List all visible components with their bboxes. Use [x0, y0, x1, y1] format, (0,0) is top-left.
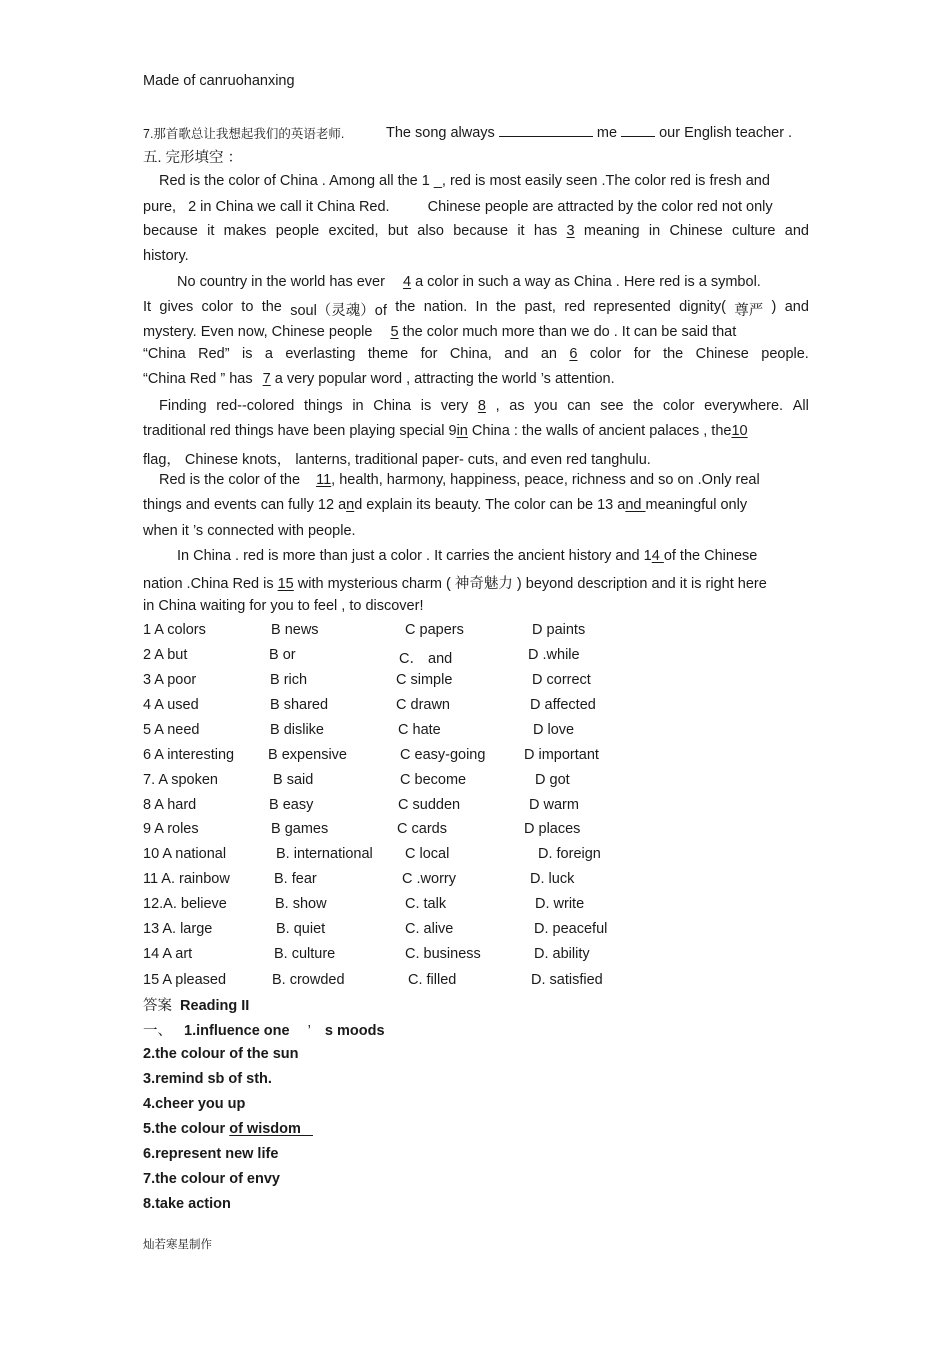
p1-line-1: Red is the color of China . Among all the 1 _, red is most easily seen .The color red is fresh and	[159, 173, 770, 189]
p3-line-1: Finding red--colored things in China is very 8 , as you can see the color everywhere. All	[159, 398, 809, 414]
blank-6: 6	[569, 346, 578, 362]
p4-line-1: Red is the color of the 11, health, harmony, happiness, peace, richness and so on .Only real	[159, 472, 760, 488]
footer-made-cn: 灿若寒星制作	[143, 1239, 212, 1251]
q7-part-a: The song always	[386, 125, 495, 141]
answer-item-1: 一、 1.influence one ’ s moods	[143, 1023, 385, 1039]
q7-blank-1	[499, 123, 593, 137]
header-made-of: Made of canruohanxing	[143, 73, 295, 89]
p4-line-2: things and events can fully 12 and explain its beauty. The color can be 13 and meaningful only	[143, 497, 748, 513]
p5-line-3: in China waiting for you to feel , to discover!	[143, 598, 424, 614]
blank-9: in	[456, 423, 468, 439]
p5-line-1: In China . red is more than just a color . It carries the ancient history and 14 of the Chinese	[177, 548, 758, 564]
section5-title: 五. 完形填空 ：	[143, 150, 243, 166]
p2-line-5: “China Red ” has 7 a very popular word , attracting the world ’s attention.	[143, 371, 615, 387]
blank-11: 11	[316, 472, 332, 488]
p4-line-3: when it ’s connected with people.	[143, 523, 356, 539]
answers-title: 答案 Reading II	[143, 998, 250, 1014]
answer-item-3: 3.remind sb of sth.	[143, 1071, 272, 1087]
blank-4: 4	[402, 274, 412, 290]
answer-item-7: 7.the colour of envy	[143, 1171, 280, 1187]
q7-blank-2	[621, 123, 655, 137]
p1-line-4: history.	[143, 248, 189, 264]
blank-5: 5	[390, 324, 399, 340]
answer-item-4: 4.cheer you up	[143, 1096, 246, 1112]
blank-7: 7	[262, 371, 271, 387]
blank-10: 10	[731, 423, 748, 439]
answer-item-8: 8.take action	[143, 1196, 231, 1212]
blank-15: 15	[277, 576, 294, 592]
q7-part-b: me	[596, 125, 618, 141]
blank-8: 8	[477, 398, 486, 414]
blank-3: 3	[566, 223, 575, 239]
p2-line-3: mystery. Even now, Chinese people 5 the color much more than we do . It can be said that	[143, 324, 737, 340]
p2-line-2: It gives color to the soul（灵魂）of the nation. In the past, red represented dignity( 尊严 ) and	[143, 299, 809, 319]
p1-line-3: because it makes people excited, but also because it has 3 meaning in Chinese culture and	[143, 223, 809, 239]
p1-line-2: pure, 2 in China we call it China Red. Chinese people are attracted by the color red not only	[143, 199, 773, 215]
p3-line-3: flag， Chinese knots， lanterns, traditional paper- cuts, and even red tanghulu.	[143, 452, 651, 468]
answer-item-5: 5.the colour of wisdom	[143, 1121, 313, 1137]
p5-line-2: nation .China Red is 15 with mysterious charm ( 神奇魅力 ) beyond description and it is right here	[143, 576, 767, 592]
answer-item-2: 2.the colour of the sun	[143, 1046, 299, 1062]
p2-line-1: No country in the world has ever 4 a color in such a way as China . Here red is a symbol.	[177, 274, 761, 290]
question7-english	[386, 123, 792, 141]
p2-line-4: “China Red” is a everlasting theme for China, and an 6 color for the Chinese people.	[143, 346, 809, 362]
answer-item-6: 6.represent new life	[143, 1146, 279, 1162]
q7-part-c: our English teacher .	[659, 125, 793, 141]
question7-chinese: 7.那首歌总让我想起我们的英语老师.	[143, 127, 345, 141]
p3-line-2: traditional red things have been playing special 9in China : the walls of ancient palaces , the10	[143, 423, 748, 439]
